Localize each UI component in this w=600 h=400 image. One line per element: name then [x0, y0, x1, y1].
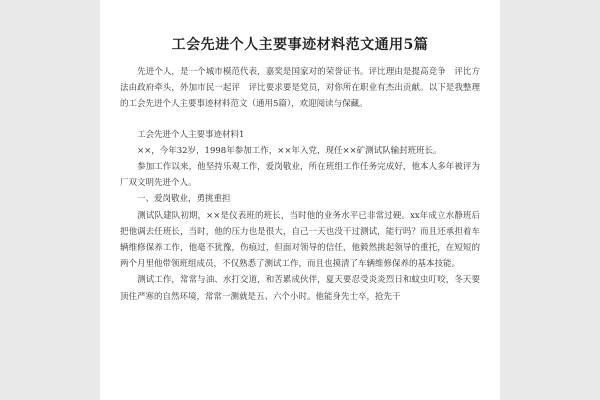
body-paragraph: ××，今年32岁，1998年参加工作，××年入党，现任××矿测试队输封班班长。: [120, 145, 442, 156]
intro-paragraph: 先进个人，是一个城市模范代表，嘉奖是国家对的荣誉证书。评比理由是提高竞争 评比方法由政府牵头，外加市民一起评 评比要求要是党员，对你所在职业有杰出贡献。以下是我整理的工会先进个人主要事迹材料范文（通用5篇），欢迎阅读与保藏。: [120, 67, 480, 110]
section-title: 工会先进个人主要事迹材料1: [120, 129, 245, 140]
body-paragraph: 测试队建队初期，××是仪表班的班长，当时他的业务水平已非常过硬。xx年成立水静班后把他调去任班长，当时，他的压力也是很大，自己一天也没干过测试，能行吗？而且还承担着车辆维修保养工作，他毫不犹豫，伤痕过，但面对领导的信任，他毅然挑起领导的重托，在短短的两个月里他带领班组成员，不仅熟悉了测试工作，而且也摸清了车辆维修保养的基本技能。: [120, 210, 480, 270]
document-title: 工会先进个人主要事迹材料范文通用5篇: [171, 37, 429, 53]
subsection-heading: 一、爱岗敬业，勇挑重担: [120, 194, 231, 205]
body-paragraph: 测试工作，常常与油、水打交道，和苦累成伙伴，夏天要忍受炎炎烈日和蚊虫叮咬，冬天要顶住严寒的自然环境，常常一测就是五、六个小时。他能身先士卒，抢先干: [120, 275, 480, 302]
body-paragraph: 参加工作以来，他坚持乐观工作，爱岗敬业，所在班组工作任务完成好，他本人多年被评为厂双文明先进个人。: [120, 162, 480, 189]
paragraph-gap: [120, 113, 480, 127]
document-page: [100, 0, 500, 400]
